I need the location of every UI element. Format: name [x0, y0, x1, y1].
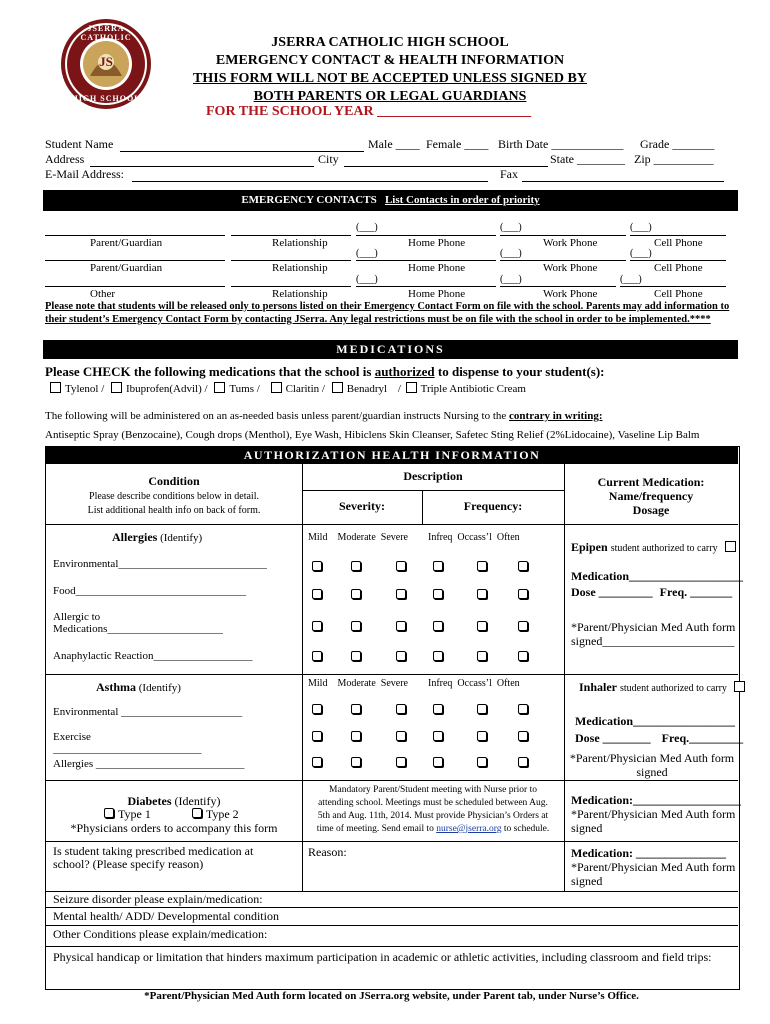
frequency-labels: Infreq Occass’l Often [428, 532, 520, 543]
label: Work Phone [543, 288, 598, 300]
radio-icon [192, 808, 202, 818]
type1-label: Type 1 [118, 807, 151, 821]
asthma-radio[interactable] [433, 704, 443, 714]
type2-option[interactable] [192, 807, 239, 821]
allergy-radio[interactable] [518, 651, 528, 661]
asthma-radio[interactable] [518, 704, 528, 714]
condition-header: Condition [148, 474, 200, 488]
asthma-radio[interactable] [312, 704, 322, 714]
diabetes-type-row [104, 807, 239, 822]
zip-field[interactable]: Zip __________ [634, 152, 714, 166]
taking-signed[interactable]: signed [571, 874, 603, 888]
diabetes-auth: *Parent/Physician Med Auth form [571, 807, 736, 821]
allergy-radio[interactable] [396, 651, 406, 661]
heading-post: to dispense to your student(s): [434, 364, 605, 379]
allergy-radio[interactable] [312, 561, 322, 571]
asthma-radio[interactable] [396, 704, 406, 714]
label: Parent/Guardian [90, 262, 163, 274]
allergic-medications-field[interactable]: Medications_____________________ [53, 623, 223, 635]
asthma-radio[interactable] [312, 757, 322, 767]
label: Other [90, 288, 116, 300]
allergy-radio[interactable] [396, 621, 406, 631]
seizure-field[interactable]: Seizure disorder please explain/medication: [53, 892, 263, 906]
as-needed-list: Antiseptic Spray (Benzocaine), Cough drops (Menthol), Eye Wash, Hibiclens Skin Cleanser, Safetec Sting Relief (2%Lidocaine), Vaseline Lip Balm [45, 429, 700, 441]
allergy-radio[interactable] [396, 589, 406, 599]
allergy-radio[interactable] [312, 621, 322, 631]
current-med-2: Name/frequency [608, 489, 694, 503]
allergy-radio[interactable] [433, 561, 443, 571]
inhaler-medication-field[interactable]: Medication_________________ [575, 714, 735, 728]
environmental-field[interactable]: Environmental___________________________ [53, 558, 267, 570]
row-divider [46, 780, 738, 781]
epipen-auth-form: *Parent/Physician Med Auth form [571, 620, 736, 634]
frequency-labels: Infreq Occass’l Often [428, 678, 520, 689]
claritin-label: Claritin / [285, 383, 325, 395]
allergy-radio[interactable] [518, 621, 528, 631]
inhaler-row [579, 680, 749, 695]
col-divider [564, 464, 565, 891]
label: Cell Phone [654, 262, 703, 274]
checkbox-icon [332, 382, 343, 393]
medications-heading [45, 364, 605, 380]
diabetes-med-cell [571, 793, 741, 835]
asthma-radio[interactable] [396, 731, 406, 741]
asthma-environmental-field[interactable]: Environmental ______________________ [53, 706, 243, 718]
mandatory-4-post: to schedule. [501, 824, 550, 834]
paren: (___) [356, 274, 378, 285]
label: Relationship [272, 288, 328, 300]
logo-top-text: JSERRA CATHOLIC [80, 24, 132, 42]
allergy-radio[interactable] [433, 651, 443, 661]
taking-prescribed-question [53, 845, 253, 871]
row-divider [302, 490, 564, 491]
label: Home Phone [408, 262, 466, 274]
identify-label: (Identify) [138, 682, 181, 694]
label: Work Phone [543, 262, 598, 274]
current-med-header [564, 475, 738, 517]
asthma-label: Asthma [96, 680, 137, 694]
paren: (___) [630, 222, 652, 233]
label: Work Phone [543, 237, 598, 249]
taking-auth: *Parent/Physician Med Auth form [571, 860, 736, 874]
allergy-radio[interactable] [518, 589, 528, 599]
exercise-field[interactable]: ___________________________ [53, 743, 202, 755]
allergy-radio[interactable] [396, 561, 406, 571]
header-warning-1: THIS FORM WILL NOT BE ACCEPTED UNLESS SIGNED BY [193, 71, 587, 86]
triple-antibiotic-option[interactable] [406, 383, 526, 395]
row-divider [46, 524, 738, 525]
condition-note-1: Please describe conditions below in detail. [89, 491, 259, 502]
paren: (___) [620, 274, 642, 285]
label: Relationship [272, 237, 328, 249]
contact-2-name[interactable] [45, 260, 225, 261]
contact-3-rel[interactable] [231, 286, 351, 287]
label: Relationship [272, 262, 328, 274]
birth-date-field[interactable]: Birth Date ____________ [498, 137, 624, 151]
epipen-dose-field[interactable]: Dose _________ [571, 585, 653, 599]
school-year[interactable]: FOR THE SCHOOL YEAR ______________________ [206, 104, 532, 119]
label: Home Phone [408, 237, 466, 249]
label: Parent/Guardian [90, 237, 163, 249]
allergy-radio[interactable] [477, 561, 487, 571]
allergy-radio[interactable] [351, 589, 361, 599]
benadryl-label: Benadryl [346, 383, 388, 395]
tylenol-option[interactable] [50, 383, 104, 395]
benadryl-option[interactable] [332, 383, 387, 395]
identify-label: (Identify) [160, 532, 203, 544]
other-conditions-field[interactable]: Other Conditions please explain/medication: [53, 927, 268, 941]
grade-field[interactable]: Grade _______ [640, 137, 715, 151]
paren: (___) [356, 248, 378, 259]
row-divider [46, 925, 738, 926]
epipen-dose-row [571, 585, 732, 600]
contact-3-work[interactable] [500, 286, 616, 287]
school-logo [60, 18, 152, 110]
physicians-orders-note: *Physicians orders to accompany this form [70, 821, 278, 835]
taking-medication-field[interactable]: Medication: _______________ [571, 846, 726, 860]
header-school: JSERRA CATHOLIC HIGH SCHOOL [271, 35, 509, 50]
contact-2-work[interactable] [500, 260, 626, 261]
allergy-radio[interactable] [477, 621, 487, 631]
type2-label: Type 2 [205, 807, 239, 821]
inhaler-label: Inhaler [579, 680, 618, 694]
asthma-radio[interactable] [477, 731, 487, 741]
mandatory-1: Mandatory Parent/Student meeting with Nurse prior to [329, 785, 537, 795]
row-divider [46, 674, 738, 675]
as-needed-pre: The following will be administered on an as-needed basis unless parent/guardian instructs Nursing to the [45, 410, 510, 422]
frequency-header: Frequency: [463, 499, 523, 513]
fax-field[interactable] [522, 181, 724, 182]
contact-3-home[interactable] [356, 286, 496, 287]
diabetes-label: Diabetes [127, 794, 172, 808]
asthma-radio[interactable] [351, 731, 361, 741]
asthma-radio[interactable] [312, 731, 322, 741]
tums-label: Tums / [229, 383, 260, 395]
contact-1-cell[interactable] [630, 235, 726, 236]
inhaler-dose-field[interactable]: Dose ________ [575, 731, 651, 745]
allergy-radio[interactable] [351, 651, 361, 661]
checkbox-icon [271, 382, 282, 393]
paren: (___) [500, 274, 522, 285]
heading-pre: Please CHECK the following medications that the school is [45, 364, 375, 379]
emergency-contacts-bar [43, 190, 738, 211]
logo-monogram: JS [99, 54, 113, 69]
emergency-title: EMERGENCY CONTACTS [241, 194, 377, 206]
asthma-heading [96, 680, 181, 695]
allergies-heading [112, 530, 202, 545]
epipen-checkbox[interactable] [725, 541, 736, 552]
contact-1-work[interactable] [500, 235, 626, 236]
claritin-option[interactable] [271, 383, 325, 395]
student-name-label: Student Name [45, 137, 114, 151]
female-field[interactable]: Female ____ [426, 137, 489, 151]
mandatory-4 [302, 823, 564, 836]
mandatory-2: attending school. Meetings must be scheduled between Aug. [318, 798, 548, 808]
tylenol-label: Tylenol / [65, 383, 105, 395]
checkbox-icon [111, 382, 122, 393]
allergy-radio[interactable] [312, 589, 322, 599]
description-header: Description [403, 469, 463, 483]
physical-handicap-field[interactable]: Physical handicap or limitation that hinders maximum participation in academic or athletic activities, including classroom and field trips: [53, 950, 712, 964]
asthma-radio[interactable] [433, 731, 443, 741]
label: Home Phone [408, 288, 466, 300]
mental-health-field[interactable]: Mental health/ ADD/ Developmental condition [53, 909, 279, 923]
heading-authorized: authorized [374, 364, 435, 379]
contact-3-cell[interactable] [620, 286, 726, 287]
severity-header: Severity: [339, 499, 385, 513]
contact-2-rel[interactable] [231, 260, 351, 261]
inhaler-auth-form [566, 751, 738, 779]
asthma-allergies-field[interactable]: Allergies ___________________________ [53, 758, 245, 770]
label: Cell Phone [654, 288, 703, 300]
checkbox-icon [406, 382, 417, 393]
paren: (___) [500, 222, 522, 233]
contact-3-name[interactable] [45, 286, 225, 287]
contact-2-home[interactable] [356, 260, 496, 261]
contact-1-rel[interactable] [231, 235, 351, 236]
taking-2: school? (Please specify reason) [53, 857, 204, 871]
slash: / [397, 383, 401, 395]
diabetes-medication-field[interactable]: Medication:__________________ [571, 793, 741, 807]
exercise-label: Exercise [53, 731, 91, 743]
label: Cell Phone [654, 237, 703, 249]
mandatory-3: 5th and Aug. 11th, 2014. Must provide Physician’s Orders at [317, 811, 549, 821]
inhaler-dose-row [575, 731, 743, 746]
asthma-radio[interactable] [396, 757, 406, 767]
inhaler-checkbox[interactable] [734, 681, 745, 692]
contact-2-cell[interactable] [630, 260, 726, 261]
row-divider [46, 907, 738, 908]
allergic-to-label: Allergic to [53, 611, 101, 623]
allergy-radio[interactable] [312, 651, 322, 661]
header-warning-2: BOTH PARENTS OR LEGAL GUARDIANS [253, 89, 527, 104]
epipen-row [571, 540, 740, 555]
ibuprofen-option[interactable] [111, 383, 208, 395]
fax-label: Fax [500, 167, 518, 181]
current-med-1: Current Medication: [597, 475, 705, 489]
emergency-subtitle: List Contacts in order of priority [384, 194, 540, 206]
authorization-bar: AUTHORIZATION HEALTH INFORMATION [46, 447, 738, 464]
contact-1-home[interactable] [356, 235, 496, 236]
taking-1: Is student taking prescribed medication at [53, 844, 254, 858]
release-note: Please note that students will be released only to persons listed on their Emergency Contact Form on file with the school. Parents may add information to their student’s Emergency Contact Form by contacting JSerra. Any legal restrictions must be on file with the school in order to be implemented.**** [45, 301, 730, 325]
anaphylactic-field[interactable]: Anaphylactic Reaction__________________ [53, 650, 253, 662]
as-needed-text [45, 410, 603, 422]
allergies-label: Allergies [112, 530, 158, 544]
medication-checklist [50, 382, 526, 395]
inhaler-auth-2[interactable]: signed [636, 765, 668, 779]
radio-icon [104, 808, 114, 818]
paren: (___) [356, 222, 378, 233]
identify-label: (Identify) [174, 794, 221, 808]
email-field[interactable] [132, 181, 488, 182]
allergy-radio[interactable] [518, 561, 528, 571]
medications-bar: MEDICATIONS [43, 340, 738, 359]
reason-field[interactable]: Reason: [308, 845, 347, 859]
inhaler-sub: student authorized to carry [620, 683, 727, 694]
taking-med-cell [571, 846, 735, 888]
asthma-radio[interactable] [518, 731, 528, 741]
asthma-radio[interactable] [477, 757, 487, 767]
header-form-title: EMERGENCY CONTACT & HEALTH INFORMATION [215, 53, 565, 68]
mandatory-meeting-note [302, 784, 564, 836]
contact-1-name[interactable] [45, 235, 225, 236]
email-label: E-Mail Address: [45, 167, 124, 181]
asthma-radio[interactable] [518, 757, 528, 767]
inhaler-freq-field[interactable]: Freq._________ [661, 731, 744, 745]
nurse-email-link[interactable]: nurse@jserra.org [436, 824, 502, 834]
mandatory-4-pre: time of meeting. Send email to [316, 824, 437, 834]
severity-labels: Mild Moderate Severe [308, 678, 408, 689]
allergy-radio[interactable] [351, 621, 361, 631]
asthma-radio[interactable] [351, 704, 361, 714]
food-field[interactable]: Food_______________________________ [53, 585, 247, 597]
epipen-label: Epipen [571, 540, 608, 554]
checkbox-icon [50, 382, 61, 393]
footer-note: *Parent/Physician Med Auth form located on JSerra.org website, under Parent tab, under Nurse’s Office. [144, 990, 639, 1002]
asthma-radio[interactable] [351, 757, 361, 767]
allergy-radio[interactable] [477, 589, 487, 599]
severity-labels: Mild Moderate Severe [308, 532, 408, 543]
tums-option[interactable] [214, 383, 259, 395]
logo-bottom-text: HIGH SCHOOL [71, 94, 141, 103]
city-label: City [318, 152, 339, 166]
row-divider [46, 841, 738, 842]
asthma-radio[interactable] [477, 704, 487, 714]
paren: (___) [500, 248, 522, 259]
epipen-medication-field[interactable]: Medication___________________ [571, 569, 743, 583]
type1-option[interactable] [104, 807, 151, 821]
epipen-auth-signed[interactable]: signed______________________ [571, 634, 735, 648]
current-med-3: Dosage [632, 503, 670, 517]
asthma-radio[interactable] [433, 757, 443, 767]
allergy-radio[interactable] [433, 589, 443, 599]
address-label: Address [45, 152, 85, 166]
inhaler-auth-1: *Parent/Physician Med Auth form [569, 751, 735, 765]
allergy-radio[interactable] [351, 561, 361, 571]
as-needed-contrary: contrary in writing: [509, 410, 603, 422]
diabetes-signed[interactable]: signed [571, 821, 603, 835]
epipen-sub: student authorized to carry [610, 543, 718, 554]
state-field[interactable]: State ________ [550, 152, 625, 166]
row-divider [46, 946, 738, 947]
epipen-freq-field[interactable]: Freq. _______ [659, 585, 733, 599]
allergy-radio[interactable] [433, 621, 443, 631]
triple-antibiotic-label: Triple Antibiotic Cream [420, 383, 526, 395]
checkbox-icon [214, 382, 225, 393]
paren: (___) [630, 248, 652, 259]
allergy-radio[interactable] [477, 651, 487, 661]
ibuprofen-label: Ibuprofen(Advil) / [126, 383, 208, 395]
male-field[interactable]: Male ____ [368, 137, 420, 151]
condition-note-2: List additional health info on back of form. [87, 505, 261, 516]
